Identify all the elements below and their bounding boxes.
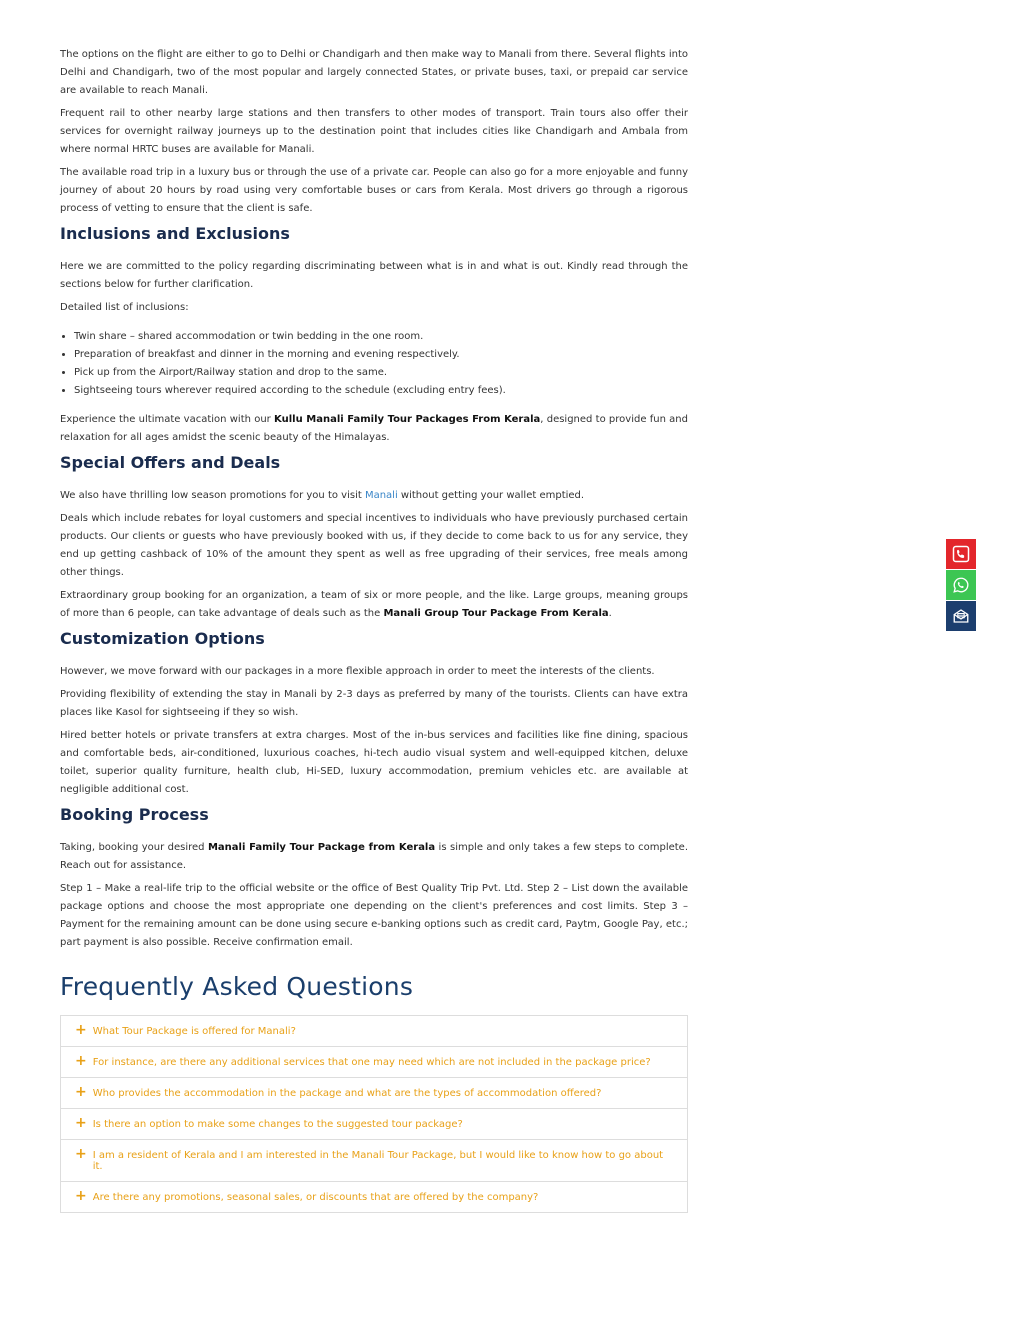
faq-question: What Tour Package is offered for Manali? [92, 1026, 296, 1037]
faq-item[interactable] [61, 1047, 687, 1078]
intro-paragraph: The available road trip in a luxury bus or through the use of a private car. People can also go for a more enjoyable and funny journey of about 20 hours by road using very comfortable buses or cars from Kerala. Most drivers go through a rigorous process of vetting to ensure that the client is safe. [60, 167, 688, 214]
customization-paragraph: Providing flexibility of extending the stay in Manali by 2-3 days as preferred by many of the tourists. Clients can have extra places like Kasol for sightseeing if they so wish. [60, 689, 688, 718]
inclusions-promo-paragraph: Experience the ultimate vacation with our Kullu Manali Family Tour Packages From Kerala, designed to provide fun and relaxation for all ages amidst the scenic beauty of the Himalayas. [60, 414, 688, 443]
list-item: • Sightseeing tours wherever required according to the schedule (excluding entry fees). [74, 382, 688, 400]
faq-question: I am a resident of Kerala and I am interested in the Manali Tour Package, but I would like to know how to go about it. [92, 1150, 664, 1172]
inclusions-list-intro: Detailed list of inclusions: [60, 302, 189, 313]
faq-item[interactable] [61, 1078, 687, 1109]
plus-icon: + [75, 1115, 87, 1131]
package-name: Manali Family Tour Package from Kerala [207, 842, 436, 853]
faq-item[interactable] [61, 1182, 687, 1213]
offers-heading: Special Offers and Deals [60, 453, 281, 472]
inclusions-list [60, 328, 688, 400]
offers-paragraph: Extraordinary group booking for an organization, a team of six or more people, and the like. Large groups, meaning groups of more than 6 people, can take advantage of deals such as the Manali Group Tour Package From Kerala. [60, 590, 688, 619]
list-item: • Twin share – shared accommodation or twin bedding in the one room. [74, 328, 688, 346]
list-item: • Pick up from the Airport/Railway station and drop to the same. [74, 364, 688, 382]
customization-heading: Customization Options [60, 629, 265, 648]
faq-title: Frequently Asked Questions [60, 972, 414, 1001]
plus-icon: + [75, 1146, 87, 1162]
booking-heading: Booking Process [60, 805, 209, 824]
inclusions-paragraph: Here we are committed to the policy regarding discriminating between what is in and what is out. Kindly read through the sections below for further clarification. [60, 261, 688, 290]
list-item: • Preparation of breakfast and dinner in the morning and evening respectively. [74, 346, 688, 364]
intro-paragraph: The options on the flight are either to go to Delhi or Chandigarh and then make way to Manali from there. Several flights into Delhi and Chandigarh, two of the most popular and largely connected States, or private buses, taxi, or prepaid car service are available to reach Manali. [60, 49, 688, 96]
main-content [60, 46, 688, 1213]
package-name: Kullu Manali Family Tour Packages From Kerala [274, 414, 541, 425]
booking-paragraph: Step 1 – Make a real-life trip to the official website or the office of Best Quality Trip Pvt. Ltd. Step 2 – List down the available package options and choose the most appropriate one depending on the client's preferences and cost limits. Step 3 – Payment for the remaining amount can be done using secure e-banking options such as credit card, Paytm, Google Pay, etc.; part payment is also possible. Receive confirmation email. [60, 883, 688, 948]
faq-item[interactable] [61, 1109, 687, 1140]
faq-question: Who provides the accommodation in the package and what are the types of accommodation offered? [92, 1088, 602, 1099]
plus-icon: + [75, 1053, 87, 1069]
call-button[interactable] [946, 539, 976, 569]
offers-paragraph: We also have thrilling low season promotions for you to visit Manali without getting your wallet emptied. [60, 490, 585, 501]
faq-item[interactable] [61, 1140, 687, 1182]
offers-paragraph: Deals which include rebates for loyal customers and special incentives to individuals who have previously purchased certain products. Our clients or guests who have previously booked with us, if they decide to come back to us for any service, they end up getting cashback of 10% of the amount they spent as well as free upgrading of their services, free meals among other things. [60, 513, 688, 578]
manali-link[interactable]: Manali [364, 490, 398, 501]
faq-question: Are there any promotions, seasonal sales, or discounts that are offered by the company? [92, 1192, 539, 1203]
faq-item[interactable] [61, 1016, 687, 1047]
phone-icon [952, 545, 970, 563]
floating-contact-bar [946, 539, 976, 632]
customization-paragraph: Hired better hotels or private transfers at extra charges. Most of the in-bus services and facilities like fine dining, spacious and comfortable beds, air-conditioned, luxurious coaches, hi-tech audio visual system and well-equipped kitchen, deluxe toilet, superior quality furniture, health club, Hi-SED, luxury accommodation, premium vehicles etc. are available at negligible additional cost. [60, 730, 688, 795]
faq-question: For instance, are there any additional services that one may need which are not included in the package price? [92, 1057, 651, 1068]
faq-question: Is there an option to make some changes to the suggested tour package? [92, 1119, 463, 1130]
intro-paragraph: Frequent rail to other nearby large stations and then transfers to other modes of transport. Train tours also offer their services for overnight railway journeys up to the destination point that includes cities like Chandigarh and Ambala from where normal HRTC buses are available for Manali. [60, 108, 688, 155]
package-name: Manali Group Tour Package From Kerala [383, 608, 609, 619]
plus-icon: + [75, 1084, 87, 1100]
enquiry-button[interactable] [946, 601, 976, 631]
faq-accordion [60, 1015, 688, 1213]
whatsapp-button[interactable] [946, 570, 976, 600]
inclusions-heading: Inclusions and Exclusions [60, 224, 290, 243]
enquiry-mail-icon [952, 607, 970, 625]
customization-paragraph: However, we move forward with our packages in a more flexible approach in order to meet the interests of the clients. [60, 666, 655, 677]
whatsapp-icon [952, 576, 970, 594]
plus-icon: + [75, 1022, 87, 1038]
booking-paragraph: Taking, booking your desired Manali Family Tour Package from Kerala is simple and only takes a few steps to complete. Reach out for assistance. [60, 842, 689, 871]
plus-icon: + [75, 1188, 87, 1204]
